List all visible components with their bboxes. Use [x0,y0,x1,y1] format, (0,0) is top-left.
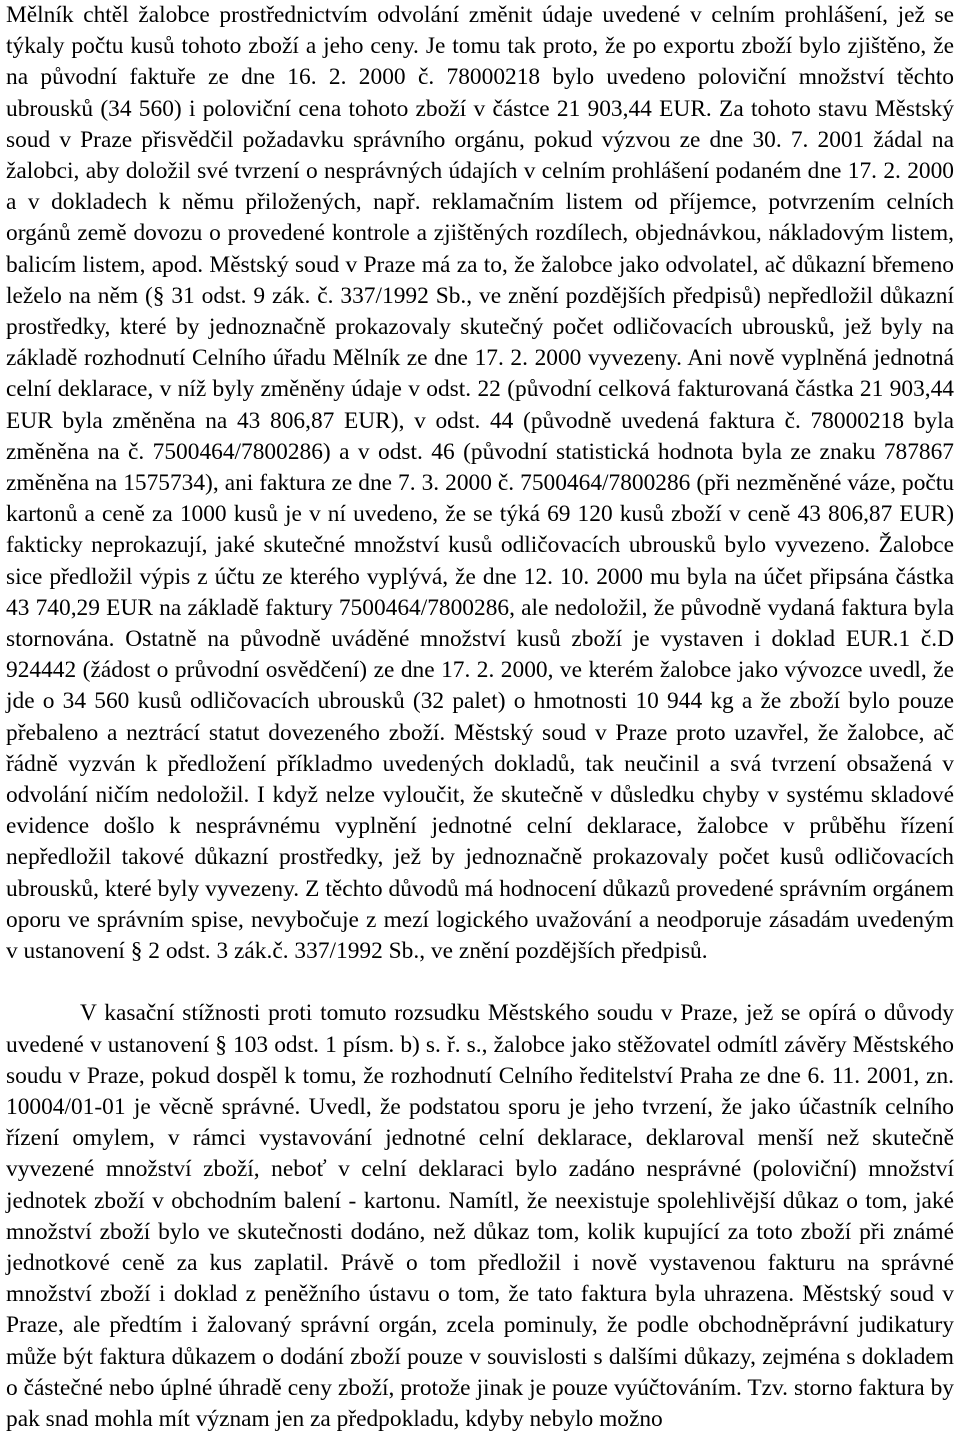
document-page [6,0,954,1435]
paragraph-1: Mělník chtěl žalobce prostřednictvím odvolání změnit údaje uvedené v celním prohlášení, jež se týkaly počtu kusů tohoto zboží a jeho ceny. Je tomu tak proto, že po exportu zboží bylo zjištěno, že na původní faktuře ze dne 16. 2. 2000 č. 78000218 bylo uvedeno poloviční množství těchto ubrousků (34 560) i poloviční cena tohoto zboží v částce 21 903,44 EUR. Za tohoto stavu Městský soud v Praze přisvědčil požadavku správního orgánu, pokud výzvou ze dne 30. 7. 2001 žádal na žalobci, aby doložil své tvrzení o nesprávných údajích v celním prohlášení podaném dne 17. 2. 2000 a v dokladech k němu přiložených, např. reklamačním listem od příjemce, potvrzením celních orgánů země dovozu o provedené kontrole a zjištěných rozdílech, objednávkou, nákladovým listem, balicím listem, apod. Městský soud v Praze má za to, že žalobce jako odvolatel, ač důkazní břemeno leželo na něm (§ 31 odst. 9 zák. č. 337/1992 Sb., ve znění pozdějších předpisů) nepředložil důkazní prostředky, které by jednoznačně prokazovaly skutečný počet odličovacích ubrousků, jež byly na základě rozhodnutí Celního úřadu Mělník ze dne 17. 2. 2000 vyvezeny. Ani nově vyplněná jednotná celní deklarace, v níž byly změněny údaje v odst. 22 (původní celková fakturovaná částka 21 903,44 EUR byla změněna na 43 806,87 EUR), v odst. 44 (původně uvedená faktura č. 78000218 byla změněna na č. 7500464/7800286) a v odst. 46 (původní statistická hodnota byla ze znaku 787867 změněna na 1575734), ani faktura ze dne 7. 3. 2000 č. 7500464/7800286 (při nezměněné váze, počtu kartonů a ceně za 1000 kusů je v ní uvedeno, že se týká 69 120 kusů zboží v ceně 43 806,87 EUR) fakticky neprokazují, jaké skutečné množství kusů odličovacích ubrousků bylo vyvezeno. Žalobce sice předložil výpis z účtu ze kterého vyplývá, že dne 12. 10. 2000 mu byla na účet připsána částka 43 740,29 EUR na základě faktury 7500464/7800286, ale nedoložil, že původně vydaná faktura byla stornována. Ostatně na původně uváděné množství kusů zboží je vystaven i doklad EUR.1 č.D 924442 (žádost o průvodní osvědčení) ze dne 17. 2. 2000, ve kterém žalobce jako vývozce uvedl, že jde o 34 560 kusů odličovacích ubrousků (32 palet) o hmotnosti 10 944 kg a že zboží bylo pouze přebaleno a neztrácí statut dovezeného zboží. Městský soud v Praze proto uzavřel, že žalobce, ač řádně vyzván k předložení příkladmo uvedených dokladů, tak neučinil a svá tvrzení obsažená v odvolání ničím nedoložil. I když nelze vyloučit, že skutečně v důsledku chyby v systému skladové evidence došlo k nesprávnému vyplnění jednotné celní deklarace, žalobce v průběhu řízení nepředložil takové důkazní prostředky, jež by jednoznačně prokazovaly počet kusů odličovacích ubrousků, které byly vyvezeny. Z těchto důvodů má hodnocení důkazů provedené správním orgánem oporu ve správním spise, nevybočuje z mezí logického uvažování a neodporuje zásadám uvedeným v ustanovení § 2 odst. 3 zák.č. 337/1992 Sb., ve znění pozdějších předpisů. [6,2,954,965]
paragraph-2: V kasační stížnosti proti tomuto rozsudku Městského soudu v Praze, jež se opírá o důvody uvedené v ustanovení § 103 odst. 1 písm. b) s. ř. s., žalobce jako stěžovatel odmítl závěry Městského soudu v Praze, pokud dospěl k tomu, že rozhodnutí Celního ředitelství Praha ze dne 6. 11. 2001, zn. 10004/01-01 je věcně správné. Uvedl, že podstatou sporu je jeho tvrzení, že jako účastník celního řízení omylem, v rámci vystavování jednotné celní deklarace, deklaroval menší než skutečně vyvezené množství zboží, neboť v celní deklaraci bylo zadáno nesprávné (poloviční) množství jednotek zboží v obchodním balení - kartonu. Namítl, že neexistuje spolehlivější důkaz o tom, jaké množství zboží bylo ve skutečnosti dodáno, než důkaz tom, kolik kupující za toto zboží při známé jednotkové ceně za kus zaplatil. Právě o tom předložil i nově vystavenou fakturu na správné množství zboží i doklad z peněžního ústavu o tom, že tato faktura byla uhrazena. Městský soud v Praze, ale předtím i žalovaný správní orgán, zcela pominuly, že podle obchodněprávní judikatury může být faktura důkazem o dodání zboží pouze v souvislosti s dalšími důkazy, zejména s dokladem o částečné nebo úplné úhradě ceny zboží, protože jinak je pouze vyúčtováním. Tzv. storno faktura by pak snad mohla mít význam jen za předpokladu, kdyby nebylo možno [6,1000,954,1432]
